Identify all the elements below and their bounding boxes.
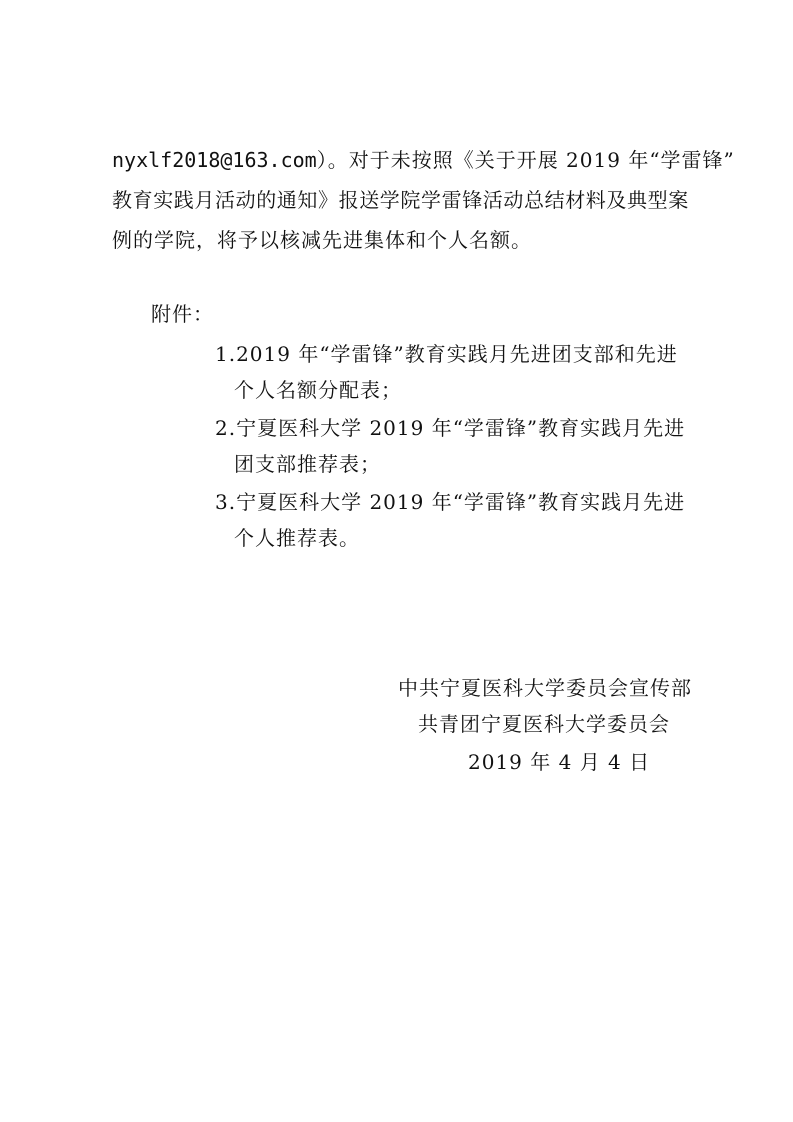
signature-date: 2019 年 4 月 4 日	[468, 750, 651, 774]
attachment-item-1-line-1: 1.2019 年“学雷锋”教育实践月先进团支部和先进	[215, 342, 678, 366]
attachment-item-2-line-1: 2.宁夏医科大学 2019 年“学雷锋”教育实践月先进	[215, 416, 686, 440]
body-line-1-text: ）。对于未按照《关于开展 2019 年“学雷锋”	[316, 148, 735, 172]
body-line-2: 教育实践月活动的通知》报送学院学雷锋活动总结材料及典型案	[112, 188, 689, 212]
email-address: nyxlf2018@163.com	[112, 148, 317, 172]
body-line-3: 例的学院，将予以核减先进集体和个人名额。	[112, 228, 532, 252]
signature-org-1: 中共宁夏医科大学委员会宣传部	[398, 676, 692, 700]
attachment-item-1-line-2: 个人名额分配表；	[234, 378, 402, 402]
attachment-item-3-line-1: 3.宁夏医科大学 2019 年“学雷锋”教育实践月先进	[215, 490, 686, 514]
signature-org-2: 共青团宁夏医科大学委员会	[418, 712, 670, 736]
attachments-heading: 附件：	[151, 302, 214, 326]
attachment-item-3-line-2: 个人推荐表。	[234, 526, 360, 550]
attachment-item-2-line-2: 团支部推荐表；	[234, 452, 381, 476]
body-line-1	[112, 146, 735, 174]
